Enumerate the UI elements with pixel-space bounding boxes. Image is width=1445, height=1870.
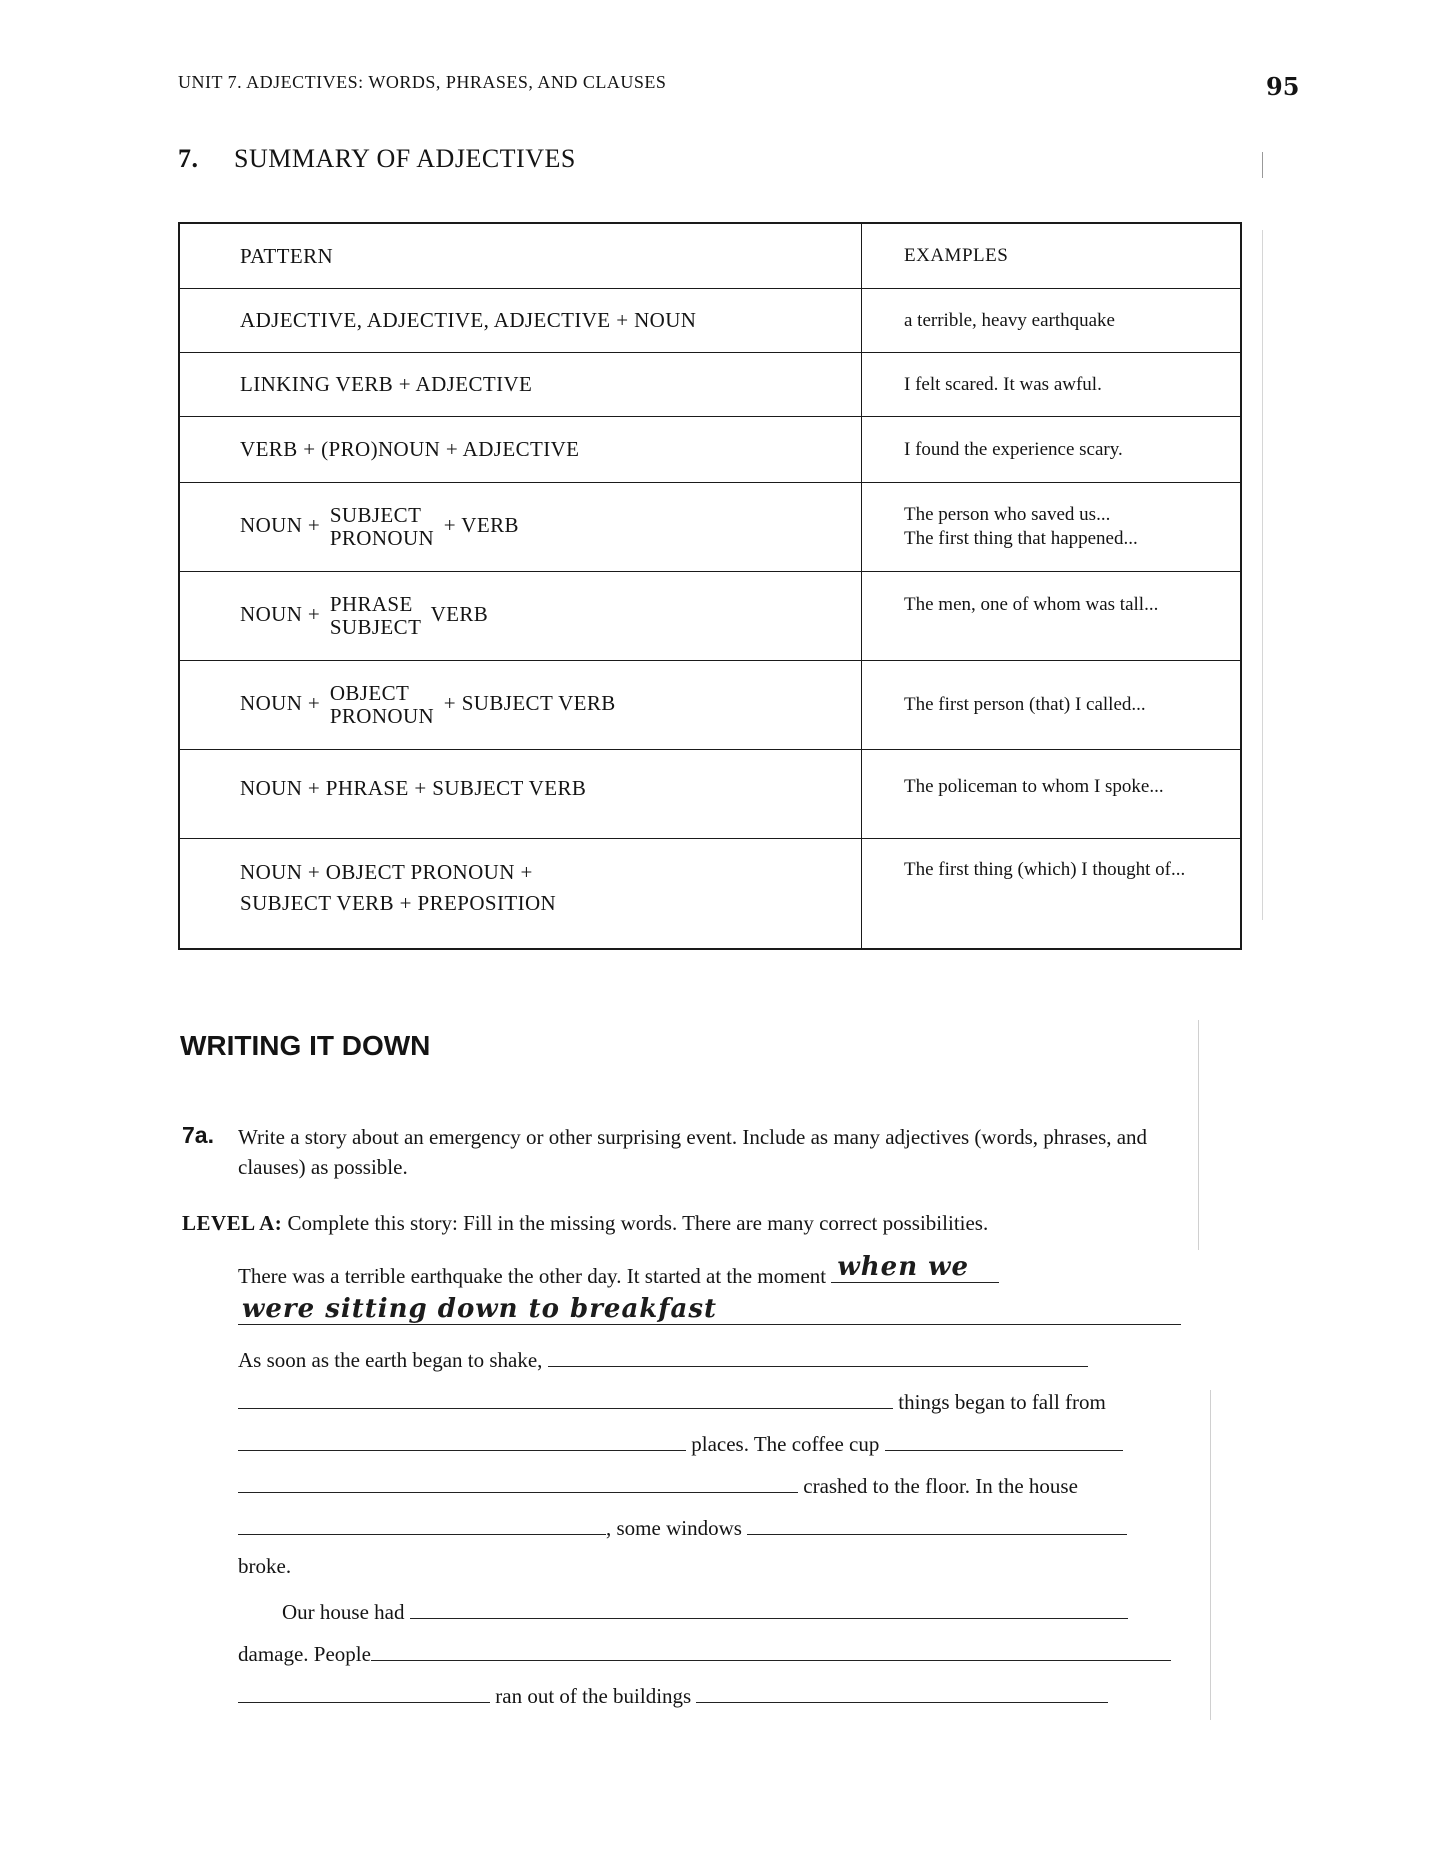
story-line	[238, 1344, 1188, 1386]
pattern-cell	[179, 661, 862, 750]
pattern-top: PHRASE	[329, 592, 413, 616]
table-row	[179, 417, 1241, 483]
blank-field[interactable]	[747, 1512, 1127, 1535]
blank-field[interactable]	[238, 1294, 1181, 1325]
pattern-bottom: PRONOUN	[329, 526, 435, 550]
story-fill-in	[238, 1252, 1188, 1722]
example-cell: The first thing (which) I thought of...	[862, 839, 1242, 949]
scan-mark	[1198, 1020, 1199, 1250]
pattern-stack	[330, 593, 422, 639]
pattern-header: PATTERN	[179, 223, 862, 289]
pattern-line: SUBJECT VERB + PREPOSITION	[240, 891, 557, 915]
scan-mark	[1262, 152, 1263, 178]
handwritten-answer: were sitting down to breakfast	[242, 1294, 717, 1324]
adjective-summary-table	[178, 222, 1242, 950]
story-text: broke.	[238, 1554, 292, 1578]
exercise-number: 7a.	[182, 1122, 214, 1148]
example-cell: a terrible, heavy earthquake	[862, 289, 1242, 353]
pattern-cell: NOUN + PHRASE + SUBJECT VERB	[179, 750, 862, 839]
story-text: , some windows	[606, 1516, 742, 1540]
story-line	[238, 1554, 1188, 1596]
pattern-bottom: PRONOUN	[329, 704, 435, 728]
running-head: UNIT 7. ADJECTIVES: WORDS, PHRASES, AND CLAUSES	[178, 72, 667, 92]
story-line	[238, 1470, 1188, 1512]
example-cell: The policeman to whom I spoke...	[862, 750, 1242, 839]
pattern-post: + VERB	[443, 512, 519, 537]
example-cell: The first person (that) I called...	[862, 661, 1242, 750]
table-row	[179, 289, 1241, 353]
blank-field[interactable]	[238, 1680, 490, 1703]
section-title	[178, 144, 576, 174]
writing-section-title: WRITING IT DOWN	[180, 1030, 431, 1061]
pattern-pre: NOUN +	[240, 601, 321, 626]
level-label: LEVEL A:	[182, 1211, 283, 1235]
blank-field[interactable]	[238, 1428, 686, 1451]
pattern-post: VERB	[430, 601, 489, 626]
scan-mark	[1262, 230, 1263, 920]
story-text: Our house had	[282, 1600, 405, 1624]
pattern-top: OBJECT	[329, 681, 410, 705]
table-row	[179, 353, 1241, 417]
table-header-row	[179, 223, 1241, 289]
story-line	[238, 1638, 1188, 1680]
story-line	[238, 1596, 1188, 1638]
example-cell: I felt scared. It was awful.	[862, 353, 1242, 417]
pattern-cell: VERB + (PRO)NOUN + ADJECTIVE	[179, 417, 862, 483]
table-row	[179, 750, 1241, 839]
pattern-cell: LINKING VERB + ADJECTIVE	[179, 353, 862, 417]
story-text: There was a terrible earthquake the other day. It started at the moment	[238, 1264, 827, 1288]
story-line	[238, 1294, 1188, 1344]
blank-field[interactable]	[410, 1596, 1128, 1619]
blank-field[interactable]	[238, 1512, 606, 1535]
story-text: As soon as the earth began to shake,	[238, 1348, 543, 1372]
handwritten-answer: when we	[837, 1252, 970, 1282]
section-title-text: SUMMARY OF ADJECTIVES	[234, 144, 576, 173]
pattern-cell	[179, 572, 862, 661]
story-line	[238, 1386, 1188, 1428]
scan-mark	[1210, 1390, 1211, 1720]
blank-field[interactable]	[831, 1252, 999, 1283]
story-line	[238, 1680, 1188, 1722]
pattern-cell: ADJECTIVE, ADJECTIVE, ADJECTIVE + NOUN	[179, 289, 862, 353]
pattern-bottom: SUBJECT	[329, 615, 422, 639]
story-line	[238, 1428, 1188, 1470]
pattern-cell	[179, 839, 862, 949]
blank-field[interactable]	[238, 1470, 798, 1493]
pattern-post: + SUBJECT VERB	[443, 690, 616, 715]
story-text: ran out of the buildings	[495, 1684, 692, 1708]
story-text: places. The coffee cup	[691, 1432, 880, 1456]
pattern-pre: NOUN +	[240, 690, 321, 715]
table-row	[179, 839, 1241, 949]
blank-field[interactable]	[696, 1680, 1108, 1703]
pattern-cell	[179, 483, 862, 572]
pattern-line: NOUN + OBJECT PRONOUN +	[240, 860, 533, 884]
story-text: damage. People	[238, 1642, 371, 1666]
example-cell: The men, one of whom was tall...	[862, 572, 1242, 661]
pattern-stack	[330, 682, 434, 728]
examples-header: EXAMPLES	[862, 223, 1242, 289]
blank-field[interactable]	[238, 1386, 893, 1409]
table-row	[179, 572, 1241, 661]
example-cell: I found the experience scary.	[862, 417, 1242, 483]
example-line: The first thing that happened...	[904, 528, 1138, 549]
blank-field[interactable]	[371, 1638, 1171, 1661]
section-number: 7.	[178, 144, 199, 173]
example-cell	[862, 483, 1242, 572]
blank-field[interactable]	[885, 1428, 1123, 1451]
example-line: The person who saved us...	[904, 504, 1111, 525]
story-text: crashed to the floor. In the house	[803, 1474, 1078, 1498]
blank-field[interactable]	[548, 1344, 1088, 1367]
pattern-stack	[330, 504, 434, 550]
exercise-instructions: Write a story about an emergency or other surprising event. Include as many adjectives (words, phrases, and clauses) as possible.	[238, 1125, 1148, 1179]
story-text: things began to fall from	[898, 1390, 1106, 1414]
table-row	[179, 661, 1241, 750]
table-row	[179, 483, 1241, 572]
pattern-top: SUBJECT	[329, 503, 422, 527]
pattern-pre: NOUN +	[240, 512, 321, 537]
story-line	[238, 1512, 1188, 1554]
level-instructions	[182, 1211, 988, 1236]
page-number: 95	[1266, 72, 1300, 101]
level-text: Complete this story: Fill in the missing words. There are many correct possibilities.	[287, 1211, 989, 1235]
